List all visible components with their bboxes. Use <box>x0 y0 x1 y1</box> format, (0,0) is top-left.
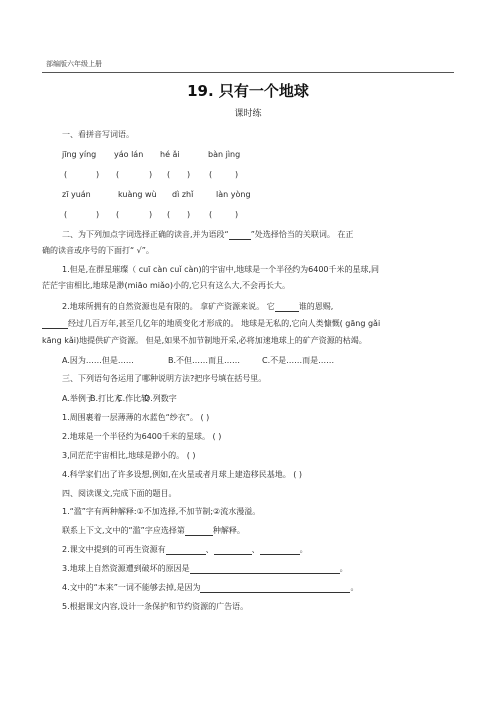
pinyin-2: yáo lán <box>114 150 144 159</box>
s3-question-4: 4.科学家们出了许多设想,例如,在火星或者月球上建造移民基地。 ( ) <box>62 470 303 479</box>
paren-open: ( <box>116 210 120 219</box>
answer-blank[interactable] <box>214 546 252 555</box>
passage2-text: 经过几百万年,甚至几亿年的地质变化才形成的。 地球是无私的,它向人类慷慨( gāng gǎi <box>68 319 381 328</box>
pinyin-7: dì zhǐ <box>172 190 194 199</box>
section2-heading-b: ”处选择恰当的关联词。 在正 <box>250 230 354 239</box>
blank-marker <box>229 231 251 240</box>
pinyin-row-1 <box>62 150 240 160</box>
section4-heading: 四、阅读课文,完成下面的题目。 <box>62 489 177 498</box>
pinyin-row-2 <box>62 190 251 200</box>
conjunction-options <box>62 356 334 366</box>
paren-open: ( <box>116 170 120 179</box>
paren-close: ) <box>149 210 153 219</box>
passage2-line2 <box>42 319 380 329</box>
period: 。 <box>350 583 359 592</box>
pinyin-8: làn yòng <box>216 190 251 199</box>
s3-question-2: 2.地球是一个半径约为6400千米的星球。 ( ) <box>62 432 222 441</box>
section3-heading: 三、下列语句各运用了哪种说明方法?把序号填在括号里。 <box>62 374 267 383</box>
passage2-text: 谁的恩赐, <box>298 302 334 311</box>
method-a: A.举例子 <box>62 394 94 403</box>
section2-heading <box>62 230 353 240</box>
paren-open: ( <box>64 170 68 179</box>
answer-blank[interactable] <box>166 546 206 555</box>
paren-open: ( <box>209 170 213 179</box>
header-divider <box>42 72 454 73</box>
pinyin-3: hé ǎi <box>160 150 180 159</box>
question-text: 3.地球上自然资源遭到破坏的原因是 <box>62 564 190 573</box>
answer-blank[interactable] <box>275 303 299 312</box>
s4-question-4 <box>62 583 358 593</box>
edition-label: 部编版六年级上册 <box>46 60 102 68</box>
option-c: C.不是……而是…… <box>262 356 335 365</box>
option-b: B.不但……而且…… <box>168 356 241 365</box>
option-a: A.因为……但是…… <box>62 356 134 365</box>
question-text: 2.课文中提到的可再生资源有 <box>62 545 166 554</box>
s4-question-1: 1.“滥”字有两种解释:①不加选择,不加节制;②流水漫溢。 <box>62 507 261 516</box>
passage1-line1: 1.但是,在群星璀璨（ cuī càn cuǐ càn)的宇宙中,地球是一个半径约为6400千米的星球,同 <box>62 265 380 274</box>
period: 。 <box>339 564 348 573</box>
pinyin-4: bàn jìng <box>208 150 241 159</box>
s4-question-1-prompt <box>62 526 245 536</box>
passage2-line3: kāng kǎi)地提供矿产资源。 但是,如果不加节制地开采,必将加速地球上的矿产资源的枯竭。 <box>42 336 367 345</box>
pinyin-5: zī yuán <box>62 190 91 199</box>
paren-close: ) <box>96 210 100 219</box>
s4-question-2 <box>62 545 308 555</box>
paren-close: ) <box>235 170 239 179</box>
s4-question-5: 5.根据课文内容,设计一条保护和节约资源的广告语。 <box>62 602 249 611</box>
passage2-line1 <box>62 302 333 312</box>
page-title: 19. 只有一个地球 <box>187 82 309 100</box>
answer-row-2 <box>64 210 238 220</box>
paren-close: ) <box>187 170 191 179</box>
question-text: 种解释。 <box>212 526 245 535</box>
section2-heading-cont: 确的读音或序号的下面打“ √”。 <box>42 246 154 255</box>
method-b: B.打比方 <box>90 394 123 403</box>
question-text: 4.文中的“本来”一词不能够去掉,是因为 <box>62 583 201 592</box>
paren-open: ( <box>209 210 213 219</box>
separator: 、 <box>251 545 260 554</box>
answer-blank[interactable] <box>190 565 340 574</box>
pinyin-1: jīng yíng <box>62 150 97 159</box>
pinyin-6: kuàng wù <box>118 190 157 199</box>
paren-close: ) <box>235 210 239 219</box>
page-subtitle: 课时练 <box>234 109 262 119</box>
s3-question-1: 1.周围裹着一层薄薄的水蓝色“纱衣”。 ( ) <box>62 413 210 422</box>
method-c: C.作比较 <box>117 394 150 403</box>
section1-heading: 一、看拼音写词语。 <box>62 130 134 139</box>
paren-open: ( <box>64 210 68 219</box>
method-options <box>62 394 177 404</box>
period: 。 <box>299 545 308 554</box>
paren-open: ( <box>167 210 171 219</box>
answer-blank[interactable] <box>260 546 300 555</box>
paren-close: ) <box>96 170 100 179</box>
passage1-line2: 茫茫宇宙相比,地球是渺(miāo miǎo)小的,它只有这么大,不会再长大。 <box>42 281 291 290</box>
answer-blank[interactable] <box>200 584 350 593</box>
separator: 、 <box>205 545 214 554</box>
answer-blank[interactable] <box>185 527 213 536</box>
paren-close: ) <box>187 210 191 219</box>
question-text: 联系上下文,文中的“滥”字应选择第 <box>62 526 185 535</box>
s4-question-3 <box>62 564 348 574</box>
answer-blank[interactable] <box>42 320 68 329</box>
section2-heading-a: 二、为下列加点字词选择正确的读音,并为语段“ <box>62 230 229 239</box>
paren-close: ) <box>149 170 153 179</box>
passage2-text: 2.地球所拥有的自然资源也是有限的。 拿矿产资源来说。 它 <box>62 302 275 311</box>
paren-open: ( <box>167 170 171 179</box>
s3-question-3: 3,同茫茫宇宙相比,地球是渺小的。 ( ) <box>62 451 196 460</box>
method-d: D.列数字 <box>144 394 177 403</box>
answer-row-1 <box>64 170 238 180</box>
